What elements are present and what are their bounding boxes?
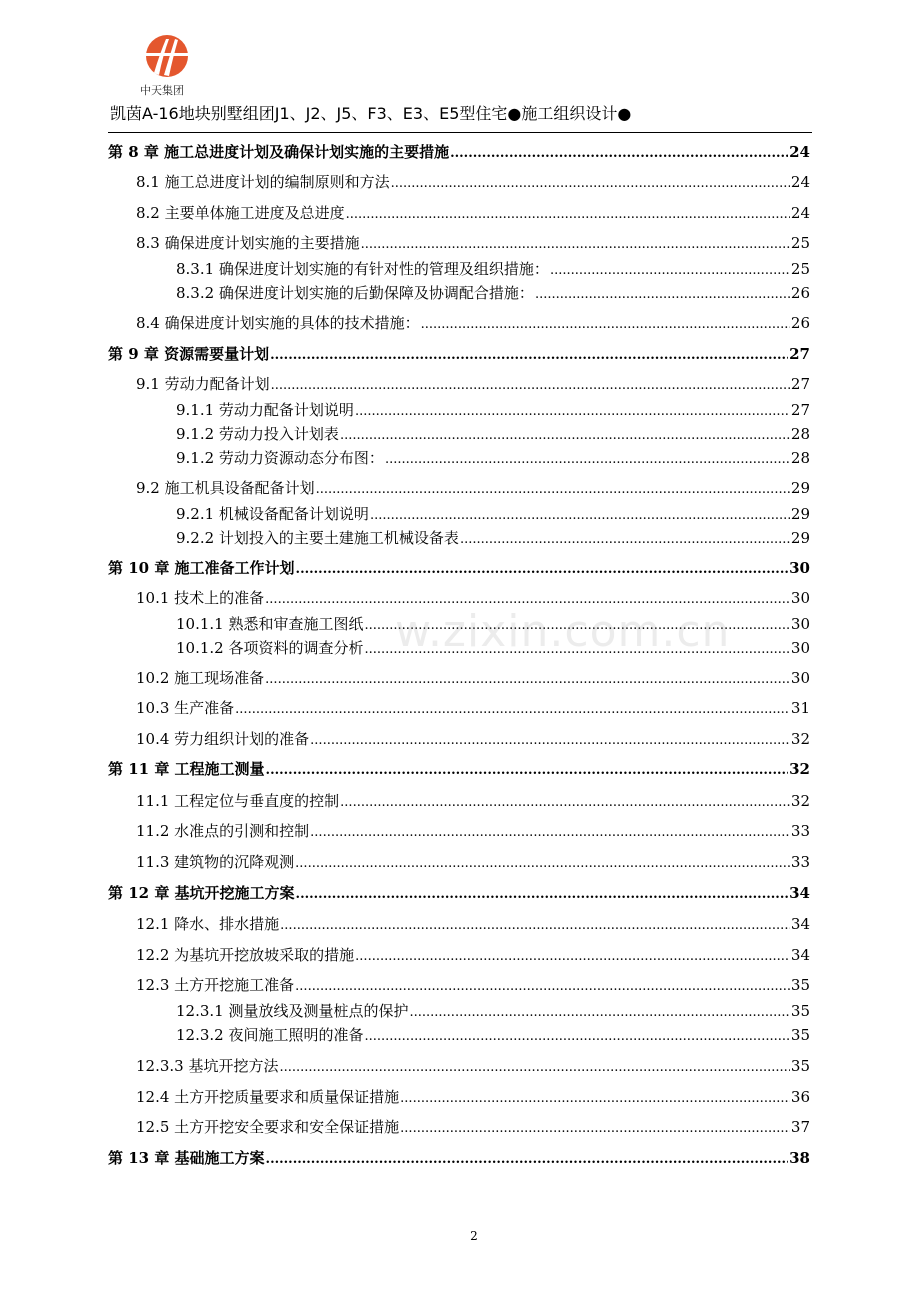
logo-text: 中天集团	[140, 84, 184, 97]
toc-dot-leader	[400, 1117, 790, 1141]
toc-entry-title: 10.4 劳力组织计划的准备	[136, 730, 310, 748]
toc-entry-title: 10.3 生产准备	[136, 699, 235, 717]
toc-entry-title: 12.3.1 测量放线及测量桩点的保护	[176, 1002, 409, 1020]
toc-page-number: 35	[790, 976, 810, 994]
toc-dot-leader	[340, 424, 790, 448]
toc-entry[interactable]	[136, 201, 810, 225]
toc-page-number: 26	[790, 314, 810, 332]
toc-entry-title: 9.2.1 机械设备配备计划说明	[176, 505, 369, 523]
toc-dot-leader	[310, 821, 790, 845]
toc-entry[interactable]	[136, 231, 810, 255]
toc-entry[interactable]	[136, 912, 810, 936]
toc-entry-title: 第 9 章 资源需要量计划	[108, 345, 270, 363]
toc-entry[interactable]	[136, 789, 810, 813]
toc-page-number: 35	[790, 1002, 810, 1020]
toc-chapter-entry[interactable]	[108, 342, 810, 366]
toc-page-number: 34	[789, 884, 810, 902]
toc-entry-title: 8.3.1 确保进度计划实施的有针对性的管理及组织措施：	[176, 260, 549, 278]
toc-chapter-entry[interactable]	[108, 1146, 810, 1170]
toc-chapter-entry[interactable]	[108, 881, 810, 905]
toc-dot-leader	[460, 528, 790, 552]
toc-dot-leader	[295, 852, 790, 876]
toc-dot-leader	[295, 975, 790, 999]
toc-page-number: 32	[790, 792, 810, 810]
toc-entry[interactable]	[136, 311, 810, 335]
toc-entry-title: 9.2 施工机具设备配备计划	[136, 479, 315, 497]
toc-page-number: 28	[790, 449, 810, 467]
watermark: w.zixin.com.cn	[395, 606, 731, 657]
toc-page-number: 33	[790, 853, 810, 871]
toc-page-number: 27	[790, 375, 810, 393]
toc-entry[interactable]	[136, 372, 810, 396]
toc-page-number: 34	[790, 946, 810, 964]
toc-dot-leader	[266, 1148, 789, 1172]
toc-entry-title: 9.1 劳动力配备计划	[136, 375, 270, 393]
toc-entry-title: 8.1 施工总进度计划的编制原则和方法	[136, 173, 390, 191]
toc-entry[interactable]	[176, 422, 810, 446]
toc-dot-leader	[364, 614, 789, 638]
toc-entry-title: 9.1.2 劳动力投入计划表	[176, 425, 339, 443]
toc-dot-leader	[265, 668, 790, 692]
toc-entry-title: 11.3 建筑物的沉降观测	[136, 853, 295, 871]
toc-entry[interactable]	[176, 502, 810, 526]
toc-dot-leader	[316, 478, 790, 502]
toc-entry[interactable]	[136, 943, 810, 967]
toc-dot-leader	[550, 259, 790, 283]
toc-entry[interactable]	[136, 1115, 810, 1139]
toc-entry-title: 第 8 章 施工总进度计划及确保计划实施的主要措施	[108, 143, 450, 161]
toc-page-number: 25	[790, 260, 810, 278]
toc-entry-title: 9.2.2 计划投入的主要土建施工机械设备表	[176, 529, 459, 547]
toc-page-number: 35	[790, 1057, 810, 1075]
toc-entry-title: 12.3.3 基坑开挖方法	[136, 1057, 279, 1075]
toc-entry[interactable]	[136, 170, 810, 194]
toc-dot-leader	[364, 638, 789, 662]
toc-dot-leader	[361, 233, 790, 257]
toc-entry[interactable]	[176, 526, 810, 550]
toc-dot-leader	[235, 698, 790, 722]
toc-entry-title: 10.1.1 熟悉和审查施工图纸	[176, 615, 364, 633]
toc-entry[interactable]	[136, 819, 810, 843]
toc-dot-leader	[391, 172, 790, 196]
toc-dot-leader	[450, 142, 788, 166]
toc-page-number: 30	[790, 589, 810, 607]
toc-entry[interactable]	[176, 446, 810, 470]
toc-dot-leader	[409, 1001, 789, 1025]
toc-entry-title: 12.3 土方开挖施工准备	[136, 976, 295, 994]
toc-entry[interactable]	[176, 1023, 810, 1047]
toc-entry-title: 11.1 工程定位与垂直度的控制	[136, 792, 340, 810]
toc-page-number: 24	[790, 204, 810, 222]
toc-page-number: 25	[790, 234, 810, 252]
toc-page-number: 34	[790, 915, 810, 933]
toc-entry[interactable]	[176, 257, 810, 281]
toc-entry[interactable]	[136, 850, 810, 874]
toc-entry[interactable]	[176, 999, 810, 1023]
toc-page-number: 31	[790, 699, 810, 717]
toc-entry[interactable]	[136, 1054, 810, 1078]
toc-entry-title: 8.3 确保进度计划实施的主要措施	[136, 234, 360, 252]
toc-entry-title: 第 10 章 施工准备工作计划	[108, 559, 295, 577]
toc-entry-title: 8.2 主要单体施工进度及总进度	[136, 204, 345, 222]
toc-entry-title: 12.5 土方开挖安全要求和安全保证措施	[136, 1118, 400, 1136]
toc-chapter-entry[interactable]	[108, 757, 810, 781]
toc-entry[interactable]	[176, 612, 810, 636]
toc-entry[interactable]	[176, 281, 810, 305]
toc-entry-title: 第 11 章 工程施工测量	[108, 760, 265, 778]
toc-dot-leader	[370, 504, 790, 528]
toc-page-number: 32	[789, 760, 810, 778]
toc-entry[interactable]	[136, 973, 810, 997]
toc-page-number: 27	[789, 345, 810, 363]
toc-entry[interactable]	[136, 727, 810, 751]
toc-page-number: 29	[790, 529, 810, 547]
toc-page-number: 37	[790, 1118, 810, 1136]
toc-dot-leader	[266, 759, 789, 783]
toc-dot-leader	[271, 374, 790, 398]
toc-page-number: 30	[790, 639, 810, 657]
toc-page-number: 24	[789, 143, 810, 161]
toc-entry-title: 第 12 章 基坑开挖施工方案	[108, 884, 295, 902]
toc-page-number: 28	[790, 425, 810, 443]
toc-page-number: 30	[790, 669, 810, 687]
toc-page-number: 29	[790, 479, 810, 497]
toc-dot-leader	[400, 1087, 790, 1111]
toc-chapter-entry[interactable]	[108, 556, 810, 580]
document-header-title: 凯茵A-16地块别墅组团J1、J2、J5、F3、E3、E5型住宅●施工组织设计●	[110, 104, 632, 123]
toc-entry[interactable]	[136, 1085, 810, 1109]
toc-entry-title: 10.1 技术上的准备	[136, 589, 265, 607]
toc-dot-leader	[340, 791, 790, 815]
toc-dot-leader	[385, 448, 790, 472]
toc-page-number: 26	[790, 284, 810, 302]
toc-dot-leader	[535, 283, 790, 307]
toc-dot-leader	[296, 558, 789, 582]
toc-entry[interactable]	[136, 666, 810, 690]
toc-dot-leader	[355, 400, 790, 424]
toc-dot-leader	[310, 729, 790, 753]
toc-page-number: 27	[790, 401, 810, 419]
toc-entry[interactable]	[136, 696, 810, 720]
toc-entry[interactable]	[176, 398, 810, 422]
toc-entry-title: 10.2 施工现场准备	[136, 669, 265, 687]
toc-entry-title: 12.1 降水、排水措施	[136, 915, 280, 933]
toc-page-number: 30	[790, 615, 810, 633]
toc-dot-leader	[421, 313, 790, 337]
toc-entry-title: 8.3.2 确保进度计划实施的后勤保障及协调配合措施：	[176, 284, 534, 302]
toc-dot-leader	[270, 344, 788, 368]
toc-entry-title: 11.2 水准点的引测和控制	[136, 822, 310, 840]
toc-dot-leader	[355, 945, 790, 969]
toc-page-number: 33	[790, 822, 810, 840]
toc-page-number: 35	[790, 1026, 810, 1044]
toc-dot-leader	[279, 1056, 789, 1080]
toc-entry-title: 9.1.2 劳动力资源动态分布图：	[176, 449, 384, 467]
toc-dot-leader	[296, 883, 789, 907]
toc-entry-title: 12.3.2 夜间施工照明的准备	[176, 1026, 364, 1044]
toc-page-number: 30	[789, 559, 810, 577]
toc-entry[interactable]	[136, 586, 810, 610]
toc-dot-leader	[364, 1025, 789, 1049]
toc-page-number: 29	[790, 505, 810, 523]
toc-entry-title: 第 13 章 基础施工方案	[108, 1149, 265, 1167]
toc-entry-title: 10.1.2 各项资料的调查分析	[176, 639, 364, 657]
toc-entry-title: 9.1.1 劳动力配备计划说明	[176, 401, 354, 419]
toc-page-number: 36	[790, 1088, 810, 1106]
page-number: 2	[470, 1229, 478, 1243]
toc-dot-leader	[265, 588, 790, 612]
toc-entry[interactable]	[176, 636, 810, 660]
toc-page-number: 24	[790, 173, 810, 191]
toc-page-number: 32	[790, 730, 810, 748]
toc-entry-title: 12.4 土方开挖质量要求和质量保证措施	[136, 1088, 400, 1106]
toc-entry-title: 12.2 为基坑开挖放坡采取的措施	[136, 946, 355, 964]
toc-dot-leader	[280, 914, 790, 938]
toc-chapter-entry[interactable]	[108, 140, 810, 164]
toc-page-number: 38	[789, 1149, 810, 1167]
toc-dot-leader	[346, 203, 790, 227]
toc-entry[interactable]	[136, 476, 810, 500]
toc-entry-title: 8.4 确保进度计划实施的具体的技术措施：	[136, 314, 420, 332]
